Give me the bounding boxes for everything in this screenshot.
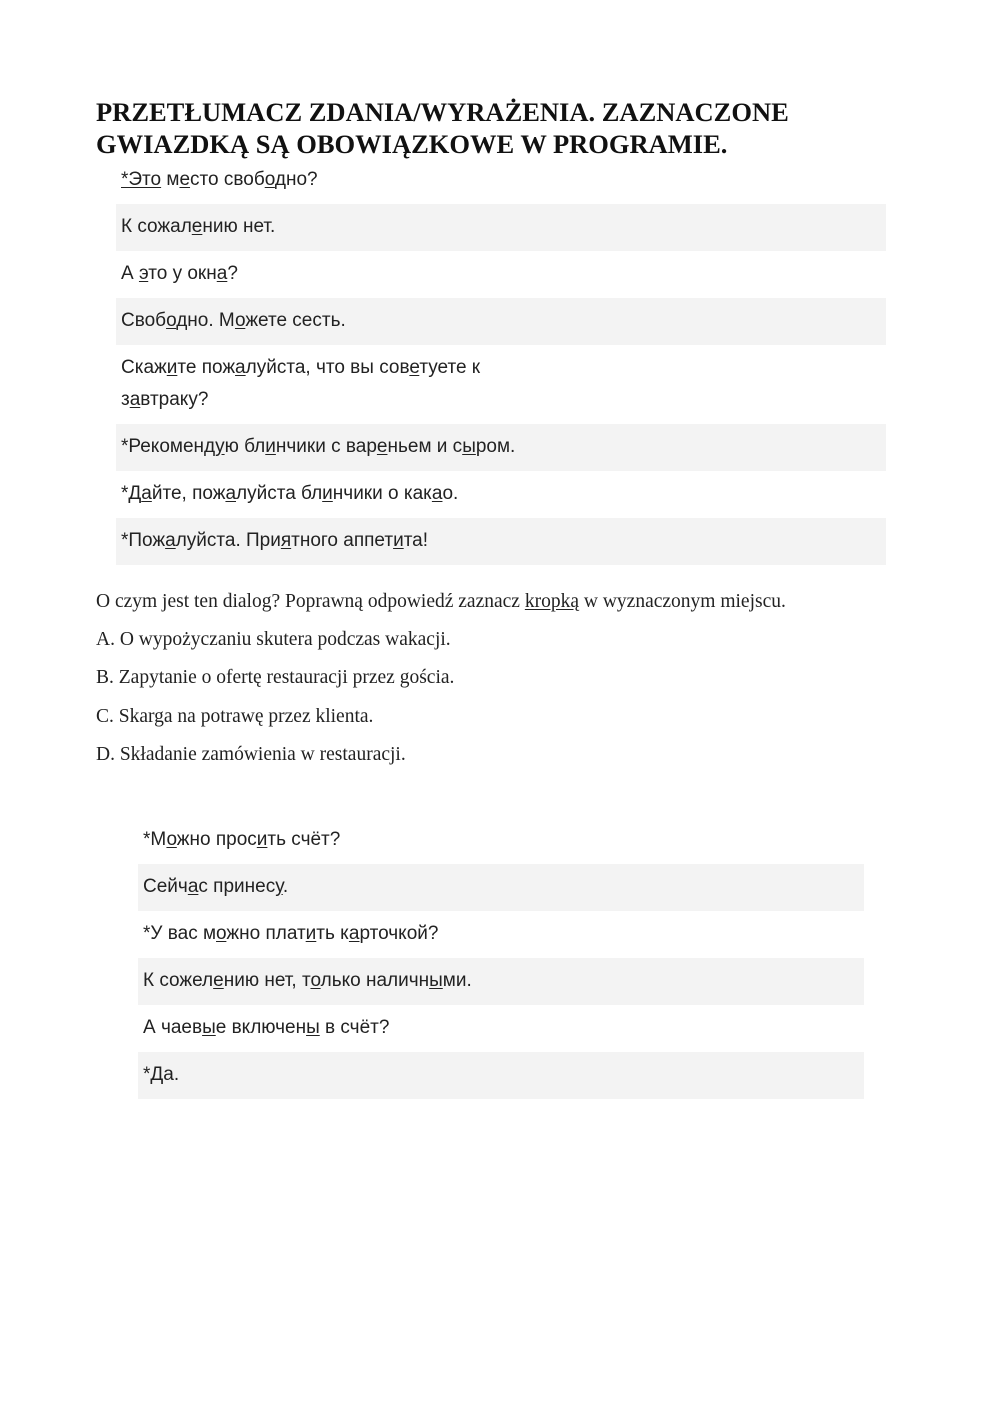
dialog-row [138,864,864,911]
dialog-row [138,1052,864,1099]
dialog-row [138,1005,864,1052]
page-title: PRZETŁUMACZ ZDANIA/WYRAŻENIA. ZAZNACZONE GWIAZDKĄ SĄ OBOWIĄZKOWE W PROGRAMIE. [96,97,789,159]
dialog-row [116,518,886,565]
answer-option-d[interactable]: D. Składanie zamówienia w restauracji. [96,744,406,765]
question-prompt [96,589,786,615]
dialog-row [138,911,864,958]
dialog-row-text: *Можно просить счёт? [143,829,341,850]
dialog-row-text: *У вас можно платить карточкой? [143,923,439,944]
dialog-row-text: *Да. [143,1064,180,1085]
dialog-row-text: А это у окна? [121,263,238,284]
dialog-row-text: *Пожалуйста. Приятного аппетита! [121,530,429,551]
dialog-row [116,345,886,424]
dialog-row [116,251,886,298]
dialog-row [116,424,886,471]
answer-option-c[interactable]: C. Skarga na potrawę przez klienta. [96,706,374,727]
dialog-row-text: *Рекомендую блинчики с вареньем и сыром. [121,436,516,457]
dialog-row-text: *Дайте, пожалуйста блинчики о какао. [121,483,459,504]
dialog-row-text: Скажите пожалуйста, что вы советуете к завтраку? [121,357,481,410]
dialog-row-text: Свободно. Можете сесть. [121,310,346,331]
dialog-row [116,204,886,251]
question-prompt-underlined: kropką [524,591,579,612]
dialog-row-text: А чаевые включены в счёт? [143,1017,390,1038]
dialog-row-text: К сожелению нет, только наличными. [143,970,472,991]
dialog-row-text: К сожалению нет. [121,216,276,237]
dialog-row [138,817,864,864]
dialog-row [116,471,886,518]
dialog-row-text: Сейчас принесу. [143,876,289,897]
answer-option-a[interactable]: A. O wypożyczaniu skutera podczas wakacji. [96,629,451,650]
answer-option-b[interactable]: B. Zapytanie o ofertę restauracji przez gościa. [96,667,455,688]
dialog-row [138,958,864,1005]
question-prompt-before: O czym jest ten dialog? Poprawną odpowiedź zaznacz [96,591,525,612]
question-prompt-after: w wyznaczonym miejscu. [579,591,786,612]
dialog-table-1 [116,157,886,565]
dialog-row-text: *Это место свободно? [121,169,318,190]
dialog-table-2 [138,817,864,1099]
dialog-row [116,298,886,345]
dialog-row [116,157,886,204]
